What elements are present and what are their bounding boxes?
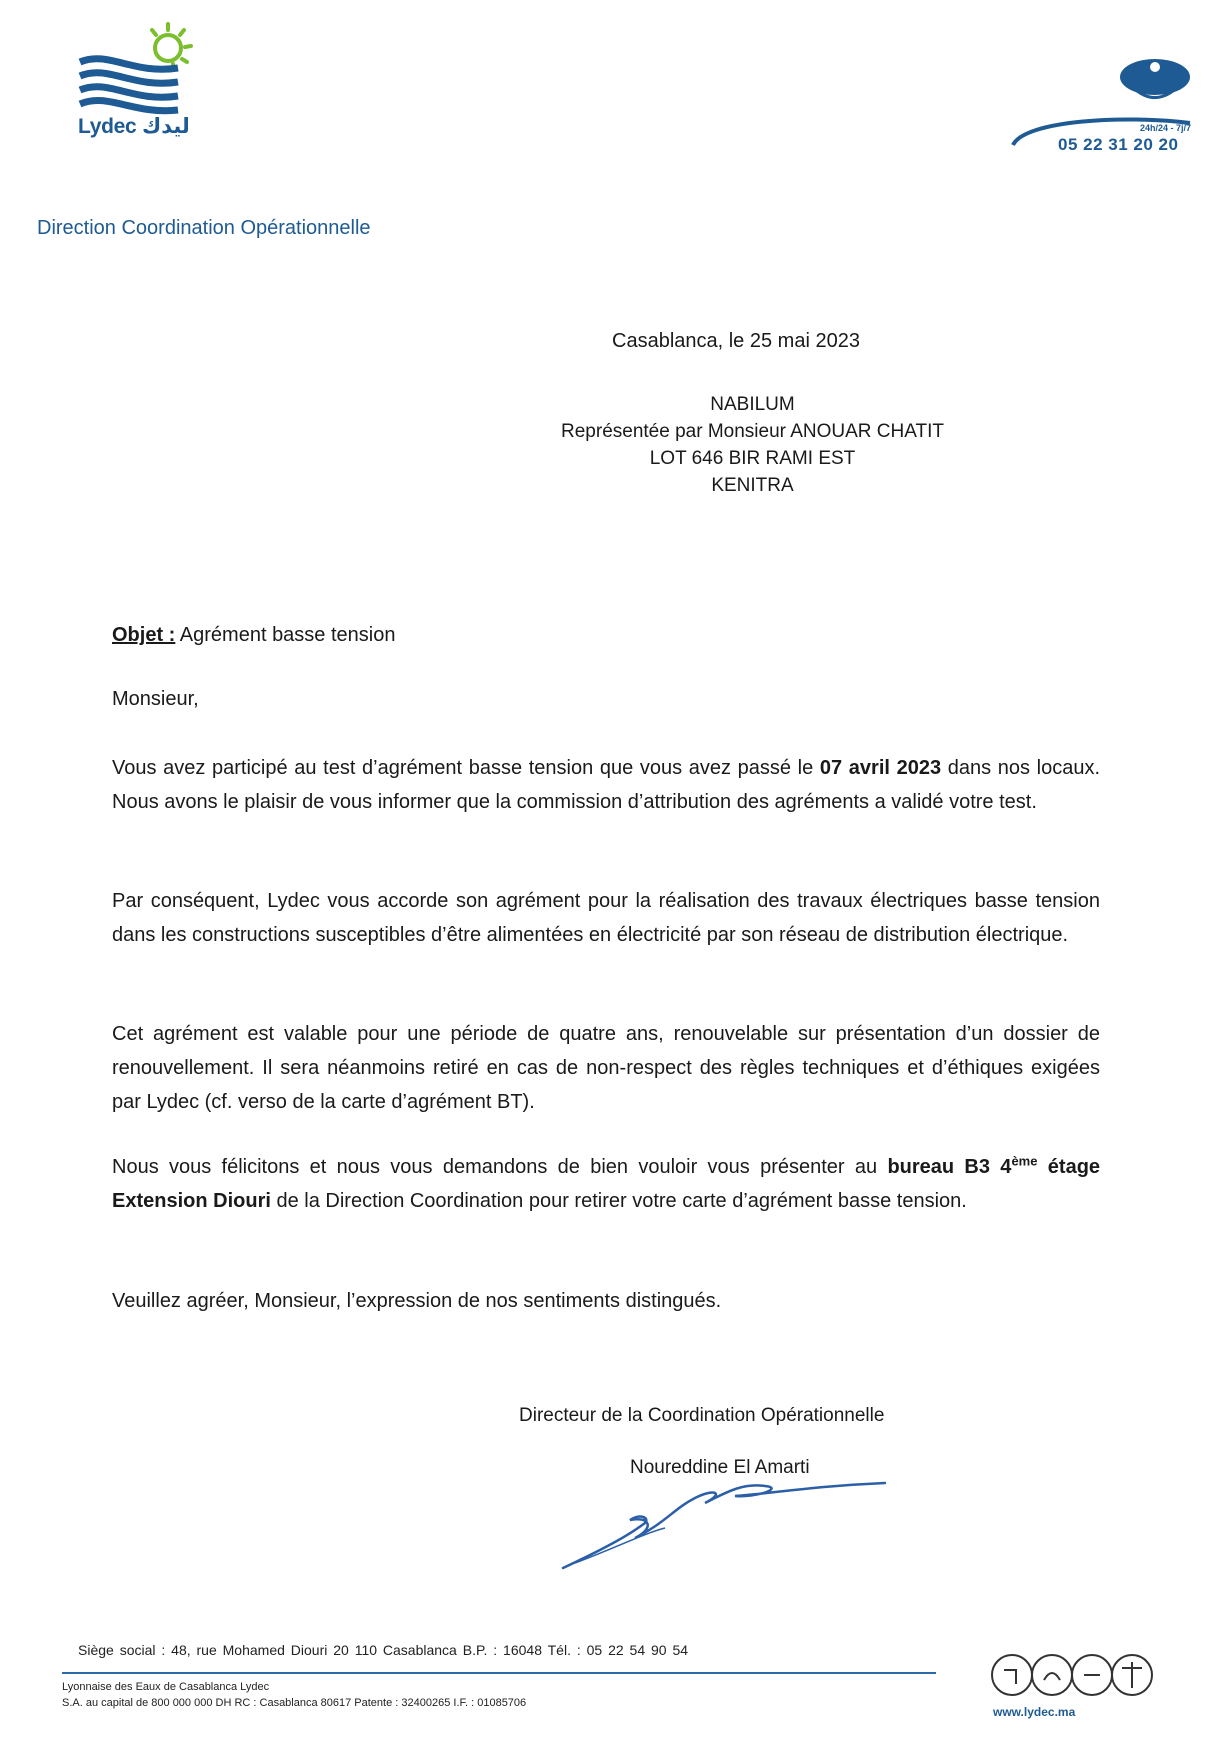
superscript: ème (1011, 1153, 1038, 1169)
text: Vous avez participé au test d’agrément basse tension que vous avez passé le (112, 757, 814, 779)
recipient-line: KENITRA (711, 475, 794, 496)
signer-title: Directeur de la Coordination Opérationnelle (519, 1405, 885, 1426)
paragraph-3: Cet agrément est valable pour une période de quatre ans, renouvelable sur présentation d’un dossier de renouvellement. Il sera néanmoins retiré en cas de non-respect des règles techniques et d’éthiques exigées par Lydec (cf. verso de la carte d’agrément BT). (112, 1023, 1100, 1113)
footer-divider (62, 1672, 936, 1674)
water-tap-icon (992, 1655, 1032, 1695)
footer-legal: S.A. au capital de 800 000 000 DH RC : Casablanca 80617 Patente : 32400265 I.F. : 01085706 (62, 1697, 527, 1709)
office-floor: étage Extension Diouri (112, 1156, 1101, 1212)
waves-icon (80, 59, 178, 111)
recipient-line: NABILUM (710, 394, 795, 415)
sanitation-icon (1032, 1655, 1072, 1695)
logo-text: Lydec ليدك (78, 115, 190, 138)
closing: Veuillez agréer, Monsieur, l’expression de nos sentiments distingués. (112, 1290, 722, 1312)
paragraph-2: Par conséquent, Lydec vous accorde son agrément pour la réalisation des travaux électriques basse tension dans les constructions susceptibles d’être alimentées en électricité par son réseau de distribution électrique. (112, 890, 1100, 946)
office-location: bureau B3 4 (887, 1156, 1012, 1178)
footer-address: Siège social : 48, rue Mohamed Diouri 20 110 Casablanca B.P. : 16048 Tél. : 05 22 54 90 54 (78, 1642, 689, 1658)
test-date: 07 avril 2023 (819, 757, 942, 779)
text: dans nos locaux. Nous avons le plaisir de vous informer que la commission d’attribution des agréments a validé votre test. (112, 757, 1101, 813)
services-icons (990, 1650, 1170, 1700)
place-date: Casablanca, le 25 mai 2023 (612, 330, 860, 352)
hotline-number: 05 22 31 20 20 (1058, 135, 1179, 154)
hotline-hours: 24h/24 - 7j/7 (1140, 123, 1192, 133)
subject-line (112, 624, 395, 647)
subject-text: Agrément basse tension (179, 624, 396, 646)
text: Nous vous félicitons et nous vous demandons de bien vouloir vous présenter au (112, 1156, 878, 1178)
footer-company: Lyonnaise des Eaux de Casablanca Lydec (62, 1681, 270, 1693)
signer-name: Noureddine El Amarti (630, 1457, 810, 1478)
signature-icon (555, 1468, 895, 1578)
recipient-address (540, 391, 965, 499)
recipient-line: LOT 646 BIR RAMI EST (649, 448, 856, 469)
salutation: Monsieur, (112, 688, 199, 710)
text: de la Direction Coordination pour retirer votre carte d’agrément basse tension. (276, 1190, 967, 1212)
paragraph-1 (112, 751, 1100, 819)
website-link[interactable]: www.lydec.ma (993, 1705, 1076, 1719)
sun-icon (152, 24, 191, 70)
subject-label: Objet : (112, 624, 176, 646)
recipient-line: Représentée par Monsieur ANOUAR CHATIT (561, 421, 944, 442)
paragraph-4 (112, 1150, 1100, 1218)
department-title: Direction Coordination Opérationnelle (37, 217, 371, 239)
